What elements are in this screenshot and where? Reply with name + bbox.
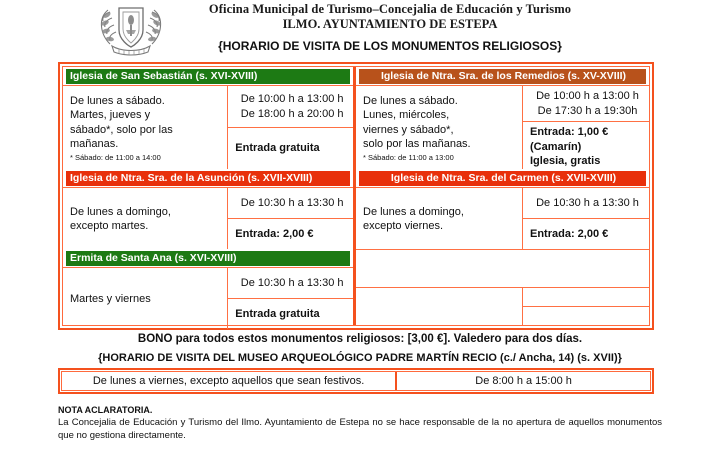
monument-days-san-sebastian [63,86,228,169]
monument-hours-cell [228,188,353,218]
days-footnote: * Sábado: de 11:00 a 13:00 [363,152,454,162]
day-line: solo por las mañanas. [363,138,471,150]
monuments-schedule-table [58,62,654,330]
monument-days-remedios [356,86,523,169]
monument-hours-price-asuncion [228,188,353,249]
note-body: La Concejalia de Educación y Turismo del Ilmo. Ayuntamiento de Estepa no se hace responsable de la no apertura de aquellos monumentos que no gestiona directamente. [58,417,662,441]
hours-line: De 10:30 h a 13:30 h [240,276,344,289]
museum-days-cell: De lunes a viernes, excepto aquellos que sean festivos. [62,372,397,390]
price-line: Entrada: 2,00 € [530,227,609,240]
monument-hours-price-san-sebastian [228,86,353,169]
day-line: Martes, jueves y [70,109,151,121]
day-line: sábado*, solo por las [70,123,173,136]
monument-hours-price-carmen [523,188,649,249]
monument-price-cell [228,298,353,329]
empty-cell-block [356,287,649,325]
city-council-line: ILMO. AYUNTAMIENTO DE ESTEPA [282,17,498,31]
monument-hours-price-remedios [523,86,649,169]
monument-block-carmen [356,169,649,249]
day-line: De lunes a domingo, [363,205,464,218]
price-line: Entrada gratuita [235,142,320,155]
day-line: De lunes a domingo, [70,205,171,218]
monument-days-asuncion [63,188,228,249]
empty-cell-left [356,288,523,325]
document-title: {HORARIO DE VISITA DE LOS MONUMENTOS RELIGIOSOS} [218,39,562,53]
monuments-left-column [63,67,356,325]
monument-title-carmen: Iglesia de Ntra. Sra. del Carmen (s. XVII-XVIII) [359,171,646,186]
hours-line: De 10:00 h a 13:00 h [536,90,639,102]
estepa-coat-of-arms-icon [88,0,174,58]
monument-block-santa-ana [63,249,353,329]
monument-hours-cell [228,86,353,127]
museum-schedule-heading: {HORARIO DE VISITA DEL MUSEO ARQUEOLÓGICO PADRE MARTÍN RECIO (c./ Ancha, 14) (s. XVII)} [98,352,622,364]
clarification-note [58,404,662,442]
day-line: Martes y viernes [70,292,151,305]
monument-title-asuncion: Iglesia de Ntra. Sra. de la Asunción (s. XVII-XVIII) [66,171,350,186]
monument-price-cell [228,218,353,249]
day-line: Lunes, miércoles, [363,109,450,121]
day-line: viernes y sábado*, [363,123,454,136]
price-line: Iglesia, gratis [530,155,601,167]
note-title: NOTA ACLARATORIA. [58,405,153,415]
hours-line: De 10:30 h a 13:30 h [536,196,639,209]
bono-notice: BONO para todos estos monumentos religiosos: [3,00 €]. Valedero para dos días. [137,333,583,345]
hours-line: De 10:30 h a 13:30 h [240,196,344,209]
monument-title-santa-ana: Ermita de Santa Ana (s. XVI-XVIII) [66,251,350,266]
day-line: De lunes a sábado. [363,94,458,107]
day-line: De lunes a sábado. [70,94,165,107]
monument-hours-cell [523,188,649,218]
monuments-right-column [356,67,649,325]
museum-hours-cell: De 8:00 h a 15:00 h [475,375,572,387]
empty-cell [523,288,649,306]
museum-schedule-table [58,368,654,394]
monument-hours-price-santa-ana [228,268,353,329]
monument-title-san-sebastian: Iglesia de San Sebastián (s. XVI-XVIII) [66,69,350,84]
hours-line: De 10:00 h a 13:00 h [240,93,344,105]
monument-block-san-sebastian [63,67,353,169]
office-line: Oficina Municipal de Turismo–Concejalia de Educación y Turismo [208,2,572,16]
monument-title-remedios: Iglesia de Ntra. Sra. de los Remedios (s. XV-XVIII) [359,69,646,84]
empty-cell [523,306,649,325]
price-line: Entrada: 1,00 € (Camarín) [530,126,609,153]
monument-block-asuncion [63,169,353,249]
monument-price-cell [523,121,649,172]
day-line: excepto martes. [70,220,149,232]
monument-hours-cell [523,86,649,121]
monument-price-cell [228,127,353,169]
empty-cell-row [356,249,649,287]
days-footnote: * Sábado: de 11:00 a 14:00 [70,152,161,162]
monument-block-remedios [356,67,649,169]
document-header [0,0,720,60]
monument-hours-cell [228,268,353,298]
price-line: Entrada gratuita [235,307,320,320]
monument-price-cell [523,218,649,249]
monument-days-carmen [356,188,523,249]
empty-cell-right [523,288,649,325]
monument-days-santa-ana [63,268,228,329]
day-line: excepto viernes. [363,220,444,232]
day-line: mañanas. [70,138,119,150]
hours-line: De 17:30 h a 19:30h [537,104,638,117]
hours-line: De 18:00 h a 20:00 h [240,107,344,120]
price-line: Entrada: 2,00 € [235,227,314,240]
